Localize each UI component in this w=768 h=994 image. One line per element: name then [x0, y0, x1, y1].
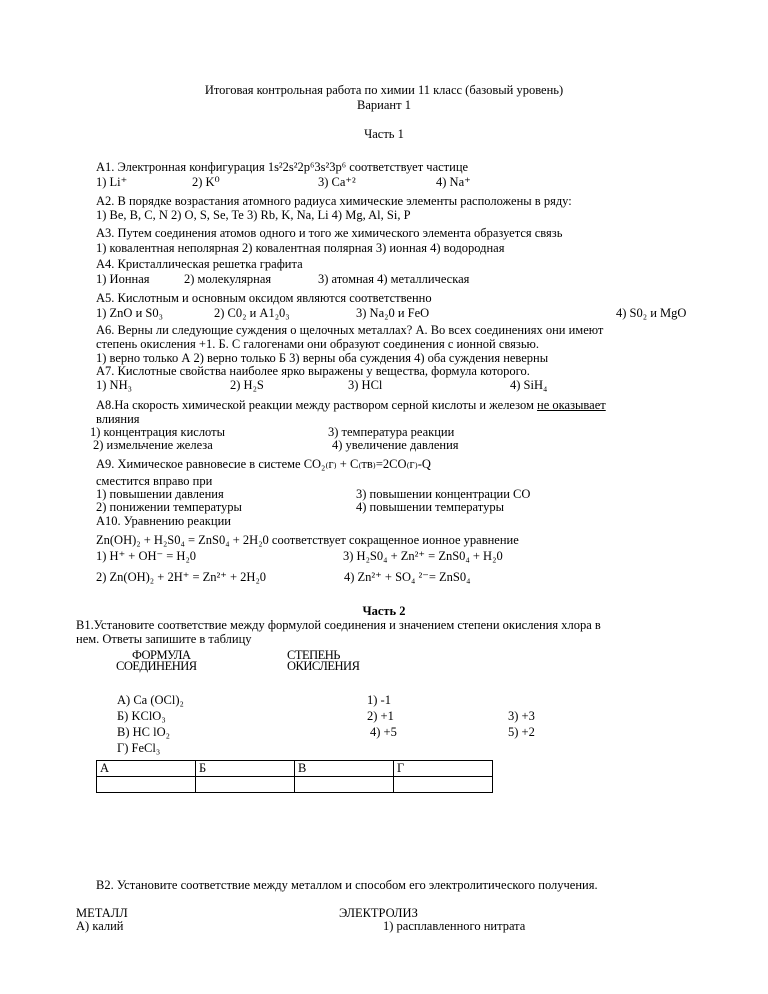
col-header-formula-2: СОЕДИНЕНИЯ	[116, 659, 197, 673]
answer-table-header-row	[97, 761, 493, 777]
answer-cell-v[interactable]	[295, 777, 394, 793]
a1-option-2: 2) K⁰	[192, 175, 220, 189]
question-b1-line2: нем. Ответы запишите в таблицу	[76, 632, 252, 646]
a9-option-3: 3) повышении концентрации CO	[356, 487, 531, 501]
a9-option-4: 4) повышении температуры	[356, 500, 504, 514]
col-header-formula-1: ФОРМУЛА	[132, 648, 191, 662]
a8-option-2: 2) измельчение железа	[93, 438, 213, 452]
a4-option-3: 3) атомная 4) металлическая	[318, 272, 470, 286]
a10-option-3: 3) H₂S0₄ + Zn²⁺ = ZnS0₄ + H₂0	[343, 549, 503, 563]
doc-title: Итоговая контрольная работа по химии 11 класс (базовый уровень)	[204, 83, 564, 97]
question-a9: А9. Химическое равновесие в системе CO₂₍г₎ + C₍тв₎=2CO₍г₎-Q	[96, 457, 431, 471]
a10-option-2: 2) Zn(OH)₂ + 2H⁺ = Zn²⁺ + 2H₂0	[96, 570, 267, 584]
question-b1-line1: В1.Установите соответствие между формулой соединения и значением степени окисления хлора в	[76, 618, 601, 632]
part2-heading: Часть 2	[362, 604, 406, 618]
a9-option-1: 1) повышении давления	[96, 487, 224, 501]
a4-option-2: 2) молекулярная	[184, 272, 272, 286]
variant-label: Вариант 1	[357, 98, 411, 112]
part1-heading: Часть 1	[364, 127, 404, 141]
answer-header-a: А	[97, 761, 196, 777]
col-header-state-2: ОКИСЛЕНИЯ	[287, 659, 360, 673]
answer-header-g: Г	[394, 761, 493, 777]
question-a9-line2: сместится вправо при	[96, 474, 213, 488]
state-5: 5) +2	[508, 725, 535, 739]
a10-equation: Zn(OH)₂ + H₂S0₄ = ZnS0₄ + 2H₂0 соответствует сокращенное ионное уравнение	[96, 533, 519, 547]
b2-method-1: 1) расплавленного нитрата	[383, 919, 526, 933]
a8-option-4: 4) увеличение давления	[332, 438, 459, 452]
question-a3: А3. Путем соединения атомов одного и того же химического элемента образуется связь	[96, 226, 563, 240]
b2-item-a: А) калий	[76, 919, 124, 933]
a10-option-4: 4) Zn²⁺ + SO₄ ²⁻= ZnS0₄	[344, 570, 471, 584]
col-header-state-1: СТЕПЕНЬ	[287, 648, 340, 662]
a1-option-3: 3) Ca⁺²	[318, 175, 356, 189]
question-a1: А1. Электронная конфигурация 1s²2s²2p⁶3s²3p⁶ соответствует частице	[96, 160, 469, 174]
a2-options: 1) Be, B, C, N 2) O, S, Se, Te 3) Rb, K, Na, Li 4) Mg, Al, Si, P	[96, 208, 411, 222]
question-a2: А2. В порядке возрастания атомного радиуса химические элементы расположены в ряду:	[96, 194, 572, 208]
answer-cell-g[interactable]	[394, 777, 493, 793]
a5-option-3: 3) Na₂0 и FeO	[356, 306, 430, 320]
formula-b: Б) KClO₃	[117, 709, 166, 723]
state-1: 1) -1	[367, 693, 391, 707]
a1-option-4: 4) Na⁺	[436, 175, 471, 189]
state-3: 3) +3	[508, 709, 535, 723]
question-a4: А4. Кристаллическая решетка графита	[96, 257, 303, 271]
state-4: 4) +5	[370, 725, 397, 739]
answer-header-b: Б	[196, 761, 295, 777]
question-a6-line2: степень окисления +1. Б. С галогенами они образуют соединения с ионной связью.	[96, 337, 540, 351]
a6-options: 1) верно только А 2) верно только Б 3) верны оба суждения 4) оба суждения неверны	[96, 351, 549, 365]
a8-option-3: 3) температура реакции	[328, 425, 455, 439]
a5-option-1: 1) ZnO и S0₃	[96, 306, 163, 320]
a3-options: 1) ковалентная неполярная 2) ковалентная полярная 3) ионная 4) водородная	[96, 241, 505, 255]
a7-option-2: 2) H₂S	[230, 378, 264, 392]
a8-option-1: 1) концентрация кислоты	[90, 425, 226, 439]
a5-option-2: 2) C0₂ и A1₂0₃	[214, 306, 290, 320]
answer-cell-a[interactable]	[97, 777, 196, 793]
formula-a: А) Ca (OCl)₂	[117, 693, 184, 707]
question-a10: А10. Уравнению реакции	[96, 514, 231, 528]
answer-table-input-row	[97, 777, 493, 793]
a4-option-1: 1) Ионная	[96, 272, 150, 286]
a1-option-1: 1) Li⁺	[96, 175, 128, 189]
a7-option-1: 1) NH₃	[96, 378, 132, 392]
answer-table	[96, 760, 493, 793]
a10-option-1: 1) H⁺ + OH⁻ = H₂0	[96, 549, 197, 563]
a7-option-3: 3) HCl	[348, 378, 383, 392]
a5-option-4: 4) S0₂ и MgO	[616, 306, 687, 320]
state-2: 2) +1	[367, 709, 394, 723]
b2-col-electrolysis: ЭЛЕКТРОЛИЗ	[339, 906, 418, 920]
question-a6-line1: А6. Верны ли следующие суждения о щелочных металлах? А. Во всех соединениях они имеют	[96, 323, 604, 337]
a9-option-2: 2) понижении температуры	[96, 500, 242, 514]
question-b2: В2. Установите соответствие между металлом и способом его электролитического получения.	[96, 878, 598, 892]
a8-text: А8.На скорость химической реакции между раствором серной кислоты и железом	[96, 398, 538, 412]
answer-cell-b[interactable]	[196, 777, 295, 793]
b2-col-metal: МЕТАЛЛ	[76, 906, 128, 920]
question-a8-line2: влияния	[96, 412, 140, 426]
formula-g: Г) FeCl₃	[117, 741, 161, 755]
question-a8	[96, 398, 606, 412]
formula-v: В) HC lO₂	[117, 725, 170, 739]
question-a7: А7. Кислотные свойства наиболее ярко выражены у вещества, формула которого.	[96, 364, 530, 378]
a8-underlined: не оказывает	[537, 398, 606, 412]
question-a5: А5. Кислотным и основным оксидом являются соответственно	[96, 291, 432, 305]
answer-header-v: В	[295, 761, 394, 777]
a7-option-4: 4) SiH₄	[510, 378, 548, 392]
